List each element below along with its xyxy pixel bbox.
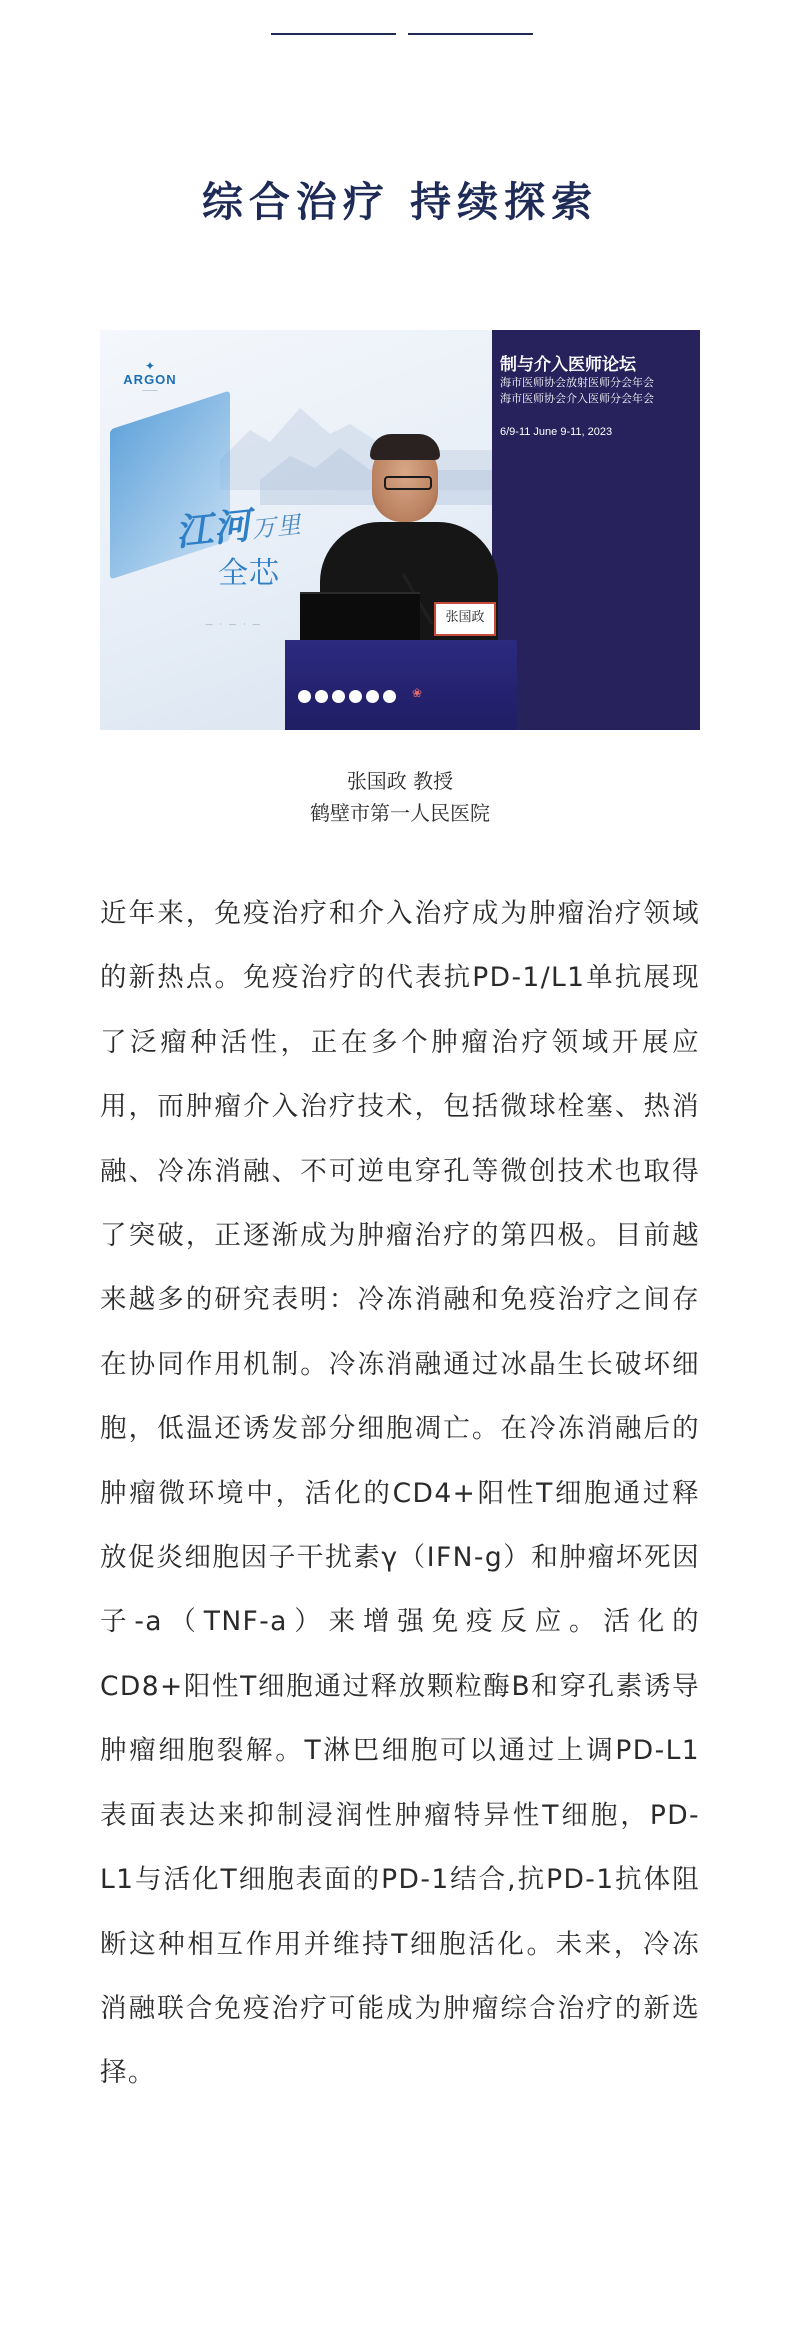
podium-dot xyxy=(383,690,396,703)
brand-name: ARGON xyxy=(123,372,177,387)
podium-dot xyxy=(366,690,379,703)
laptop-icon xyxy=(300,592,420,640)
conference-subtitle-1: 海市医师协会放射医师分会年会 xyxy=(500,377,654,389)
podium-sponsor-logo-icon: ❀ xyxy=(412,686,423,700)
banner-slogan-line2: 全芯 xyxy=(218,556,280,591)
banner-slogan-main-text: 江河 xyxy=(173,502,254,555)
brand-subline-icon: ——— xyxy=(142,388,158,394)
podium-dot xyxy=(315,690,328,703)
speaker-organization: 鹤壁市第一人民医院 xyxy=(310,801,490,825)
speaker-photo xyxy=(100,330,700,730)
banner-slogan-small-text: 万里 xyxy=(250,510,303,544)
conference-title: 制与介入医师论坛 xyxy=(500,355,636,374)
podium-dot xyxy=(349,690,362,703)
speaker-hair xyxy=(370,434,440,460)
section-title: 综合治疗 持续探索 xyxy=(201,178,599,226)
top-divider-right xyxy=(408,33,533,35)
top-divider-left xyxy=(271,33,396,35)
article-paragraph: 近年来，免疫治疗和介入治疗成为肿瘤治疗领域的新热点。免疫治疗的代表抗PD-1/L1单抗展现了泛瘤种活性，正在多个肿瘤治疗领域开展应用，而肿瘤介入治疗技术，包括微球栓塞、热消融、冷冻消融、不可逆电穿孔等微创技术也取得了突破，正逐渐成为肿瘤治疗的第四极。目前越来越多的研究表明：冷冻消融和免疫治疗之间存在协同作用机制。冷冻消融通过冰晶生长破坏细胞，低温还诱发部分细胞凋亡。在冷冻消融后的肿瘤微环境中，活化的CD4+阳性T细胞通过释放促炎细胞因子干扰素γ（IFN-g）和肿瘤坏死因子-a（TNF-a）来增强免疫反应。活化的CD8+阳性T细胞通过释放颗粒酶B和穿孔素诱导肿瘤细胞裂解。T淋巴细胞可以通过上调PD-L1表面表达来抑制浸润性肿瘤特异性T细胞，PD-L1与活化T细胞表面的PD-1结合,抗PD-1抗体阻断这种相互作用并维持T细胞活化。未来，冷冻消融联合免疫治疗可能成为肿瘤综合治疗的新选择。 xyxy=(100,898,700,2089)
speaker-nameplate: 张国政 xyxy=(434,602,496,636)
brand-logo xyxy=(122,360,178,395)
podium-dots xyxy=(298,688,400,707)
podium-dot xyxy=(298,690,311,703)
podium-dot xyxy=(332,690,345,703)
conference-date: 6/9-11 June 9-11, 2023 xyxy=(500,426,613,438)
brand-mark-icon: ✦ xyxy=(144,359,156,373)
podium xyxy=(285,640,517,730)
conference-banner-text xyxy=(500,330,700,730)
conference-subtitle-2: 海市医师协会介入医师分会年会 xyxy=(500,393,654,405)
speaker-name-title: 张国政 教授 xyxy=(346,769,454,793)
speaker-glasses xyxy=(384,476,432,490)
banner-tagline-icon: — · — · — xyxy=(205,620,263,629)
